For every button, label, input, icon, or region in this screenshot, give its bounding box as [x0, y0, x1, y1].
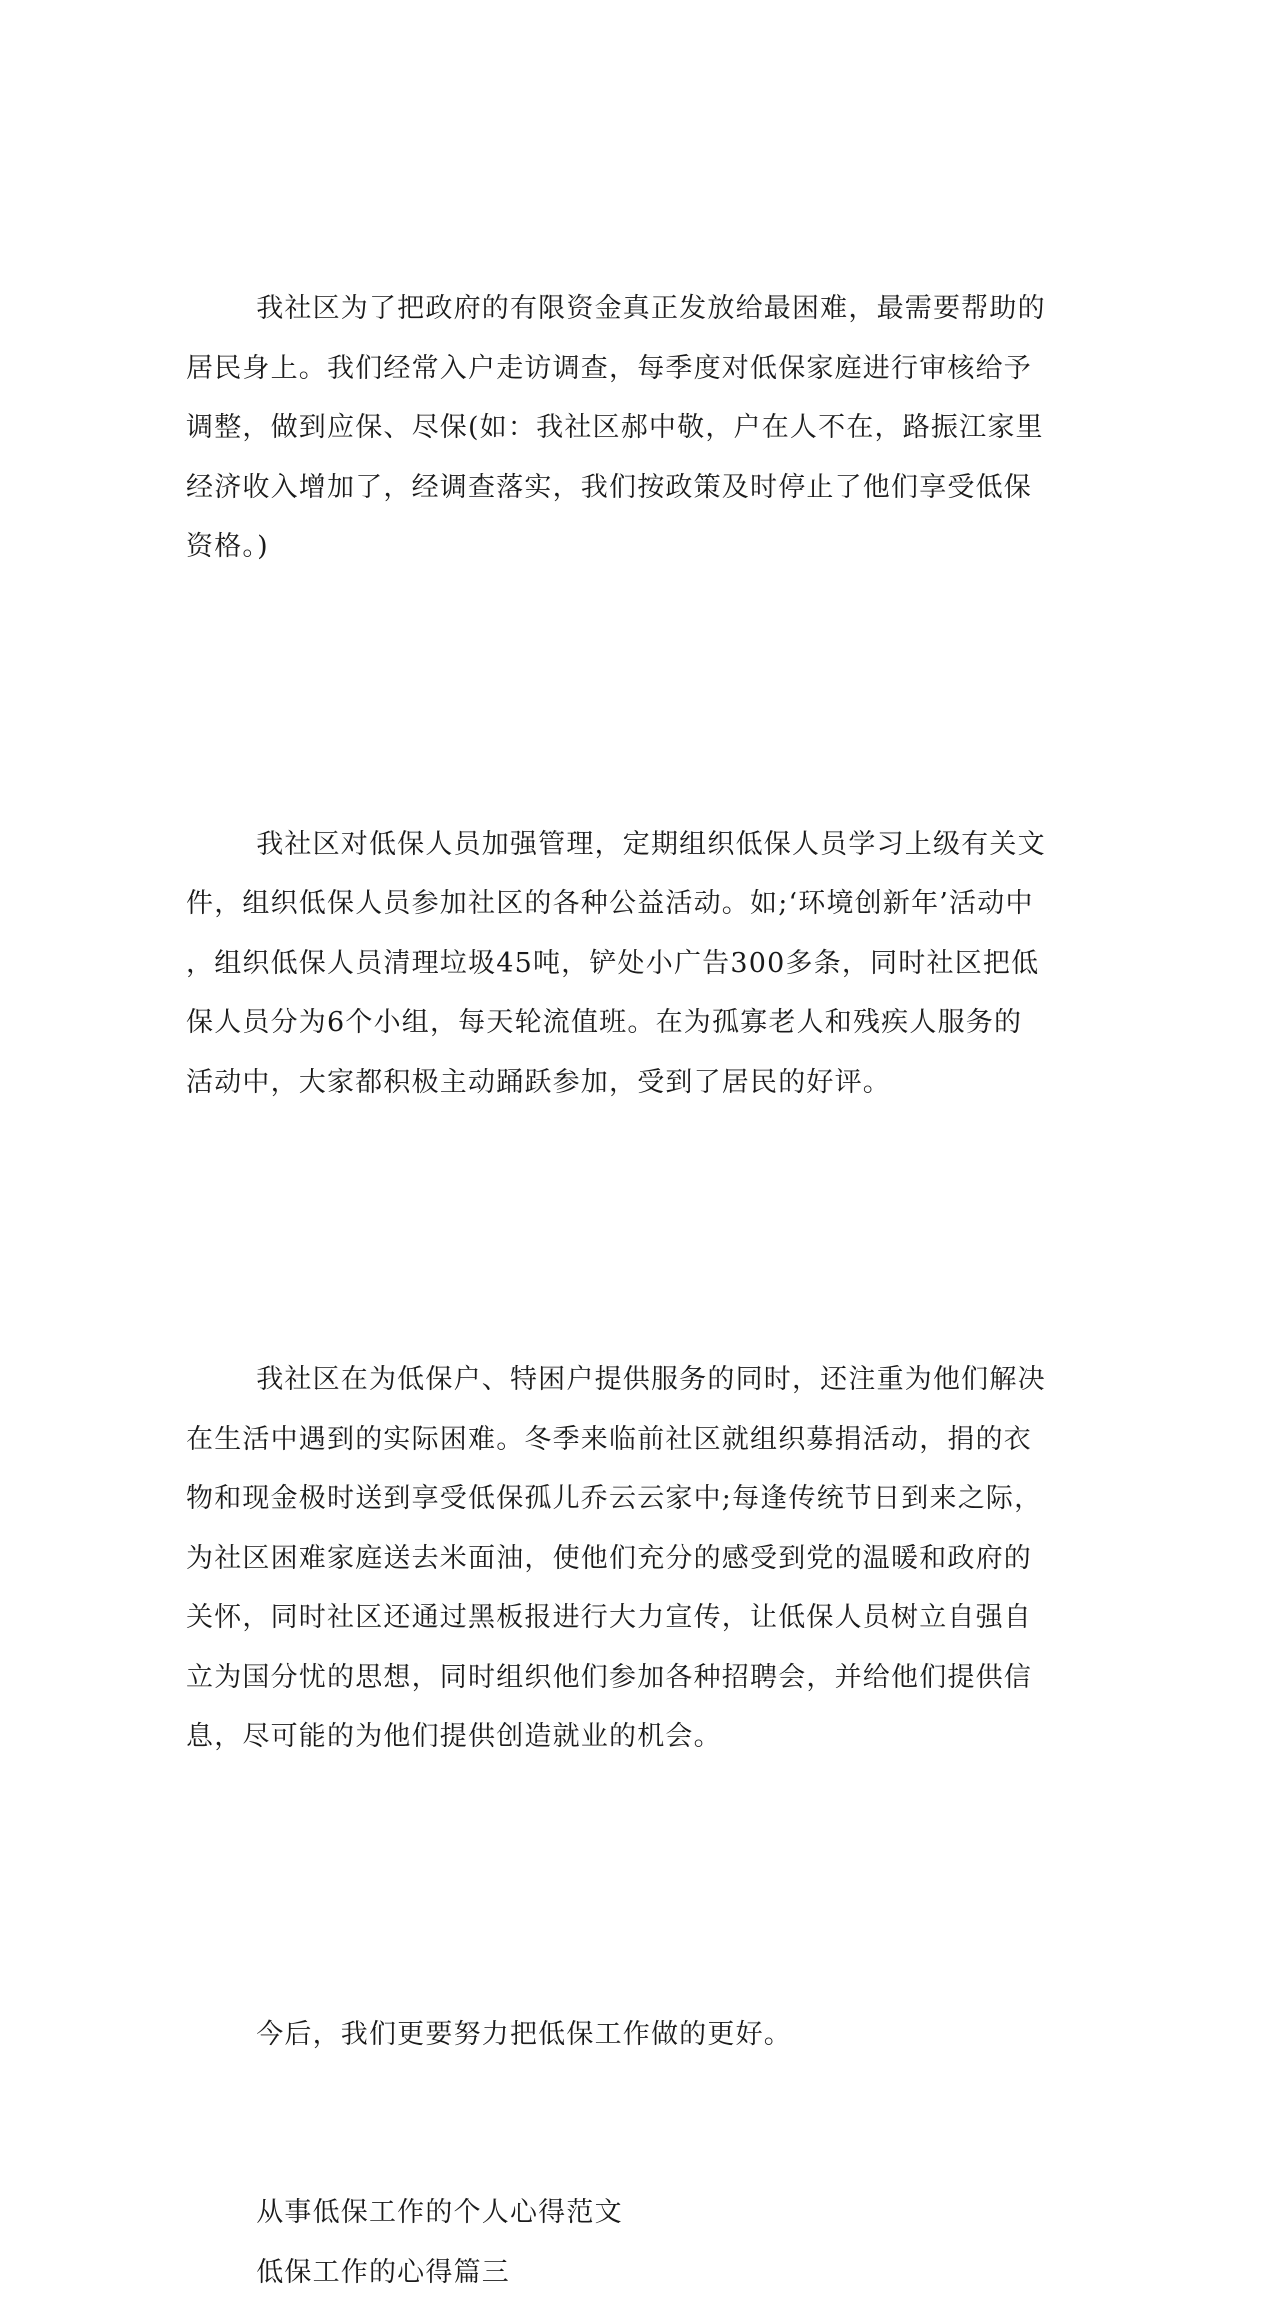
paragraph-line: 我社区在为低保户、特困户提供服务的同时，还注重为他们解决 [186, 1350, 1066, 1410]
paragraph-2 [186, 696, 1066, 1232]
paragraph-line: 我社区对低保人员加强管理，定期组织低保人员学习上级有关文 [186, 815, 1066, 875]
paragraph-line: 关怀，同时社区还通过黑板报进行大力宣传，让低保人员树立自强自 [186, 1588, 1066, 1648]
paragraph-line: 居民身上。我们经常入户走访调查，每季度对低保家庭进行审核给予 [186, 339, 1066, 399]
paragraph-4 [186, 1886, 1066, 2184]
paragraph-line: 活动中，大家都积极主动踊跃参加，受到了居民的好评。 [186, 1053, 1066, 1113]
paragraph-line: ，组织低保人员清理垃圾45吨，铲处小广告300多条，同时社区把低 [186, 934, 1066, 994]
document-body [186, 160, 1066, 2302]
paragraph-line: 保人员分为6个小组，每天轮流值班。在为孤寡老人和残疾人服务的 [186, 993, 1066, 1053]
paragraph-1 [186, 160, 1066, 696]
section-heading: 从事低保工作的个人心得范文 [186, 2183, 1066, 2243]
paragraph-line: 立为国分忧的思想，同时组织他们参加各种招聘会，并给他们提供信 [186, 1648, 1066, 1708]
section-heading: 低保工作的心得篇三 [186, 2243, 1066, 2302]
paragraph-line: 物和现金极时送到享受低保孤儿乔云云家中;每逢传统节日到来之际， [186, 1469, 1066, 1529]
paragraph-line: 调整，做到应保、尽保(如：我社区郝中敬，户在人不在，路振江家里 [186, 398, 1066, 458]
paragraph-line: 件，组织低保人员参加社区的各种公益活动。如;‘环境创新年’活动中 [186, 874, 1066, 934]
paragraph-line: 为社区困难家庭送去米面油，使他们充分的感受到党的温暖和政府的 [186, 1529, 1066, 1589]
paragraph-line: 在生活中遇到的实际困难。冬季来临前社区就组织募捐活动，捐的衣 [186, 1410, 1066, 1470]
paragraph-3 [186, 1231, 1066, 1886]
paragraph-line: 今后，我们更要努力把低保工作做的更好。 [186, 2005, 1066, 2065]
paragraph-line: 资格。) [186, 517, 1066, 577]
paragraph-line: 我社区为了把政府的有限资金真正发放给最困难，最需要帮助的 [186, 279, 1066, 339]
paragraph-line: 经济收入增加了，经调查落实，我们按政策及时停止了他们享受低保 [186, 458, 1066, 518]
paragraph-line: 息，尽可能的为他们提供创造就业的机会。 [186, 1707, 1066, 1767]
